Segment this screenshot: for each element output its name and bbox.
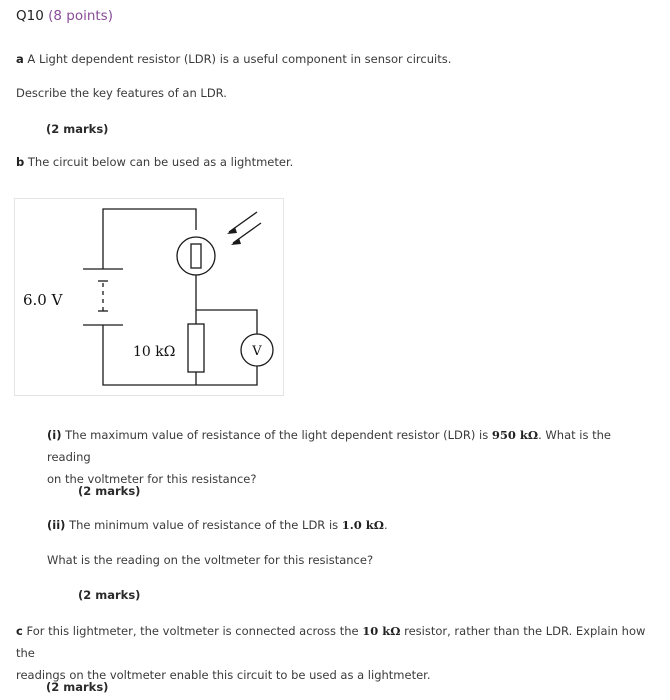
part-a-marks: (2 marks) [46, 122, 109, 136]
part-c-letter: c [16, 624, 23, 638]
part-c-text-before: For this lightmeter, the voltmeter is connected across the [26, 624, 359, 638]
top-wire [103, 209, 196, 269]
part-b-ii-value: 1.0 kΩ [341, 518, 385, 532]
part-b-ii-prompt: What is the reading on the voltmeter for this resistance? [47, 553, 374, 567]
part-b-ii-marks: (2 marks) [78, 588, 141, 602]
part-a-intro [16, 52, 451, 66]
question-points: (8 points) [48, 8, 113, 24]
voltmeter-label: V [252, 344, 262, 359]
part-a-letter: a [16, 52, 24, 66]
ldr-body [191, 244, 201, 268]
question-number: Q10 [16, 8, 44, 24]
part-b-ii-text-after: . [384, 518, 388, 532]
lightmeter-circuit-diagram [14, 198, 284, 396]
resistor-body [188, 324, 204, 372]
part-b-i-marks: (2 marks) [78, 484, 141, 498]
part-b-i-label: (i) [47, 428, 62, 442]
part-a-prompt: Describe the key features of an LDR. [16, 86, 227, 100]
resistor-value-label: 10 kΩ [133, 344, 176, 360]
part-b-i-text-before: The maximum value of resistance of the light dependent resistor (LDR) is [65, 428, 489, 442]
part-c-line2: readings on the voltmeter enable this circuit to be used as a lightmeter. [16, 668, 431, 682]
part-b-i-text-after: . What is the reading [47, 428, 611, 464]
part-c-marks: (2 marks) [46, 680, 109, 694]
voltmeter-upper-wire [196, 310, 257, 334]
part-b-intro [16, 155, 293, 169]
bottom-wire [103, 325, 257, 385]
part-b-ii-text-before: The minimum value of resistance of the LDR is [69, 518, 339, 532]
part-b-intro-text: The circuit below can be used as a lightmeter. [27, 155, 294, 169]
part-b-ii-label: (ii) [47, 518, 66, 532]
part-c-value: 10 kΩ [362, 624, 401, 638]
question-heading [16, 8, 113, 24]
part-b-letter: b [16, 155, 25, 169]
ldr-circle [177, 237, 215, 275]
circuit-svg [15, 199, 283, 395]
battery-voltage-label: 6.0 V [23, 291, 63, 309]
part-c-question [16, 620, 656, 686]
part-a-intro-text: A Light dependent resistor (LDR) is a useful component in sensor circuits. [27, 52, 452, 66]
part-b-i-question [47, 424, 647, 490]
part-b-i-value: 950 kΩ [491, 428, 539, 442]
part-b-i-line2: on the voltmeter for this resistance? [47, 472, 257, 486]
part-b-ii-question [47, 518, 388, 532]
part-c-text-after: resistor, rather than the LDR. Explain how the [16, 624, 646, 660]
